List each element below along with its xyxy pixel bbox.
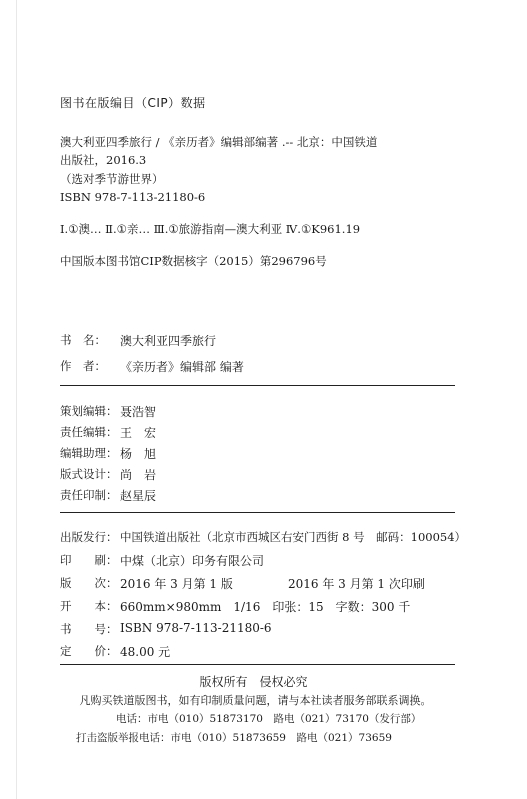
editor-value: 聂浩智 <box>120 405 157 419</box>
editor-row <box>60 466 156 483</box>
publisher-row <box>60 529 466 545</box>
format-value: 660mm×980mm 1/16 印张：15 字数：300 千 <box>120 600 411 614</box>
copyright-notice: 版权所有 侵权必究 <box>199 675 308 689</box>
editor-value: 王 宏 <box>120 426 157 440</box>
printer-label: 印 刷： <box>60 553 118 567</box>
editor-row <box>60 424 156 441</box>
printer-row <box>60 552 264 569</box>
book-title-label: 书 名： <box>60 333 106 347</box>
editor-row <box>60 487 156 504</box>
printing-value: 2016 年 3 月第 1 次印刷 <box>288 577 425 591</box>
editor-label: 责任印制： <box>60 488 118 502</box>
price-label: 定 价： <box>60 644 118 658</box>
editor-label: 责任编辑： <box>60 425 118 439</box>
divider <box>60 512 455 513</box>
editor-row <box>60 445 156 462</box>
book-title-value: 澳大利亚四季旅行 <box>120 334 217 348</box>
edition-row <box>60 575 425 592</box>
cip-isbn-line: ISBN 978-7-113-21180-6 <box>60 190 206 204</box>
format-row <box>60 598 410 615</box>
price-row <box>60 643 170 660</box>
isbn-label: 书 号： <box>60 622 118 636</box>
editor-value: 杨 旭 <box>120 447 157 461</box>
edition-value: 2016 年 3 月第 1 版 <box>120 577 233 591</box>
cip-series-line: （选对季节游世界） <box>60 172 164 186</box>
publisher-label: 出版发行： <box>60 530 118 544</box>
phone-line: 电话：市电（010）51873170 路电（021）73170（发行部） <box>116 713 422 725</box>
cip-number-line: 中国版本图书馆CIP数据核字（2015）第296796号 <box>60 254 327 268</box>
piracy-line: 打击盗版举报电话：市电（010）51873659 路电（021）73659 <box>76 732 392 744</box>
editor-value: 尚 岩 <box>120 468 157 482</box>
editor-value: 赵星辰 <box>120 489 157 503</box>
divider <box>60 664 455 665</box>
editor-label: 编辑助理： <box>60 446 118 460</box>
printer-value: 中煤（北京）印务有限公司 <box>120 554 265 568</box>
isbn-value: ISBN 978-7-113-21180-6 <box>120 621 272 635</box>
book-author-label: 作 者： <box>60 359 106 373</box>
editor-label: 版式设计： <box>60 467 118 481</box>
isbn-row <box>60 621 272 637</box>
quality-notice: 凡购买铁道版图书，如有印制质量问题，请与本社读者服务部联系调换。 <box>79 694 432 707</box>
price-value: 48.00 元 <box>120 645 171 659</box>
cip-record-line: 出版社，2016.3 <box>60 153 147 167</box>
editor-label: 策划编辑： <box>60 404 118 418</box>
book-title-row <box>60 332 216 349</box>
edition-label: 版 次： <box>60 576 118 590</box>
format-label: 开 本： <box>60 599 118 613</box>
divider <box>60 385 455 386</box>
cip-record-line: 澳大利亚四季旅行 / 《亲历者》编辑部编著 .-- 北京：中国铁道 <box>60 135 378 149</box>
editor-row <box>60 403 156 420</box>
publisher-value: 中国铁道出版社（北京市西城区右安门西街 8 号 邮码：100054） <box>120 530 467 544</box>
book-author-value: 《亲历者》编辑部 编著 <box>120 360 244 374</box>
cip-heading: 图书在版编目（CIP）数据 <box>60 96 206 110</box>
book-author-row <box>60 358 244 375</box>
cip-classification-line: Ⅰ.①澳… Ⅱ.①亲… Ⅲ.①旅游指南—澳大利亚 Ⅳ.①K961.19 <box>60 222 361 236</box>
